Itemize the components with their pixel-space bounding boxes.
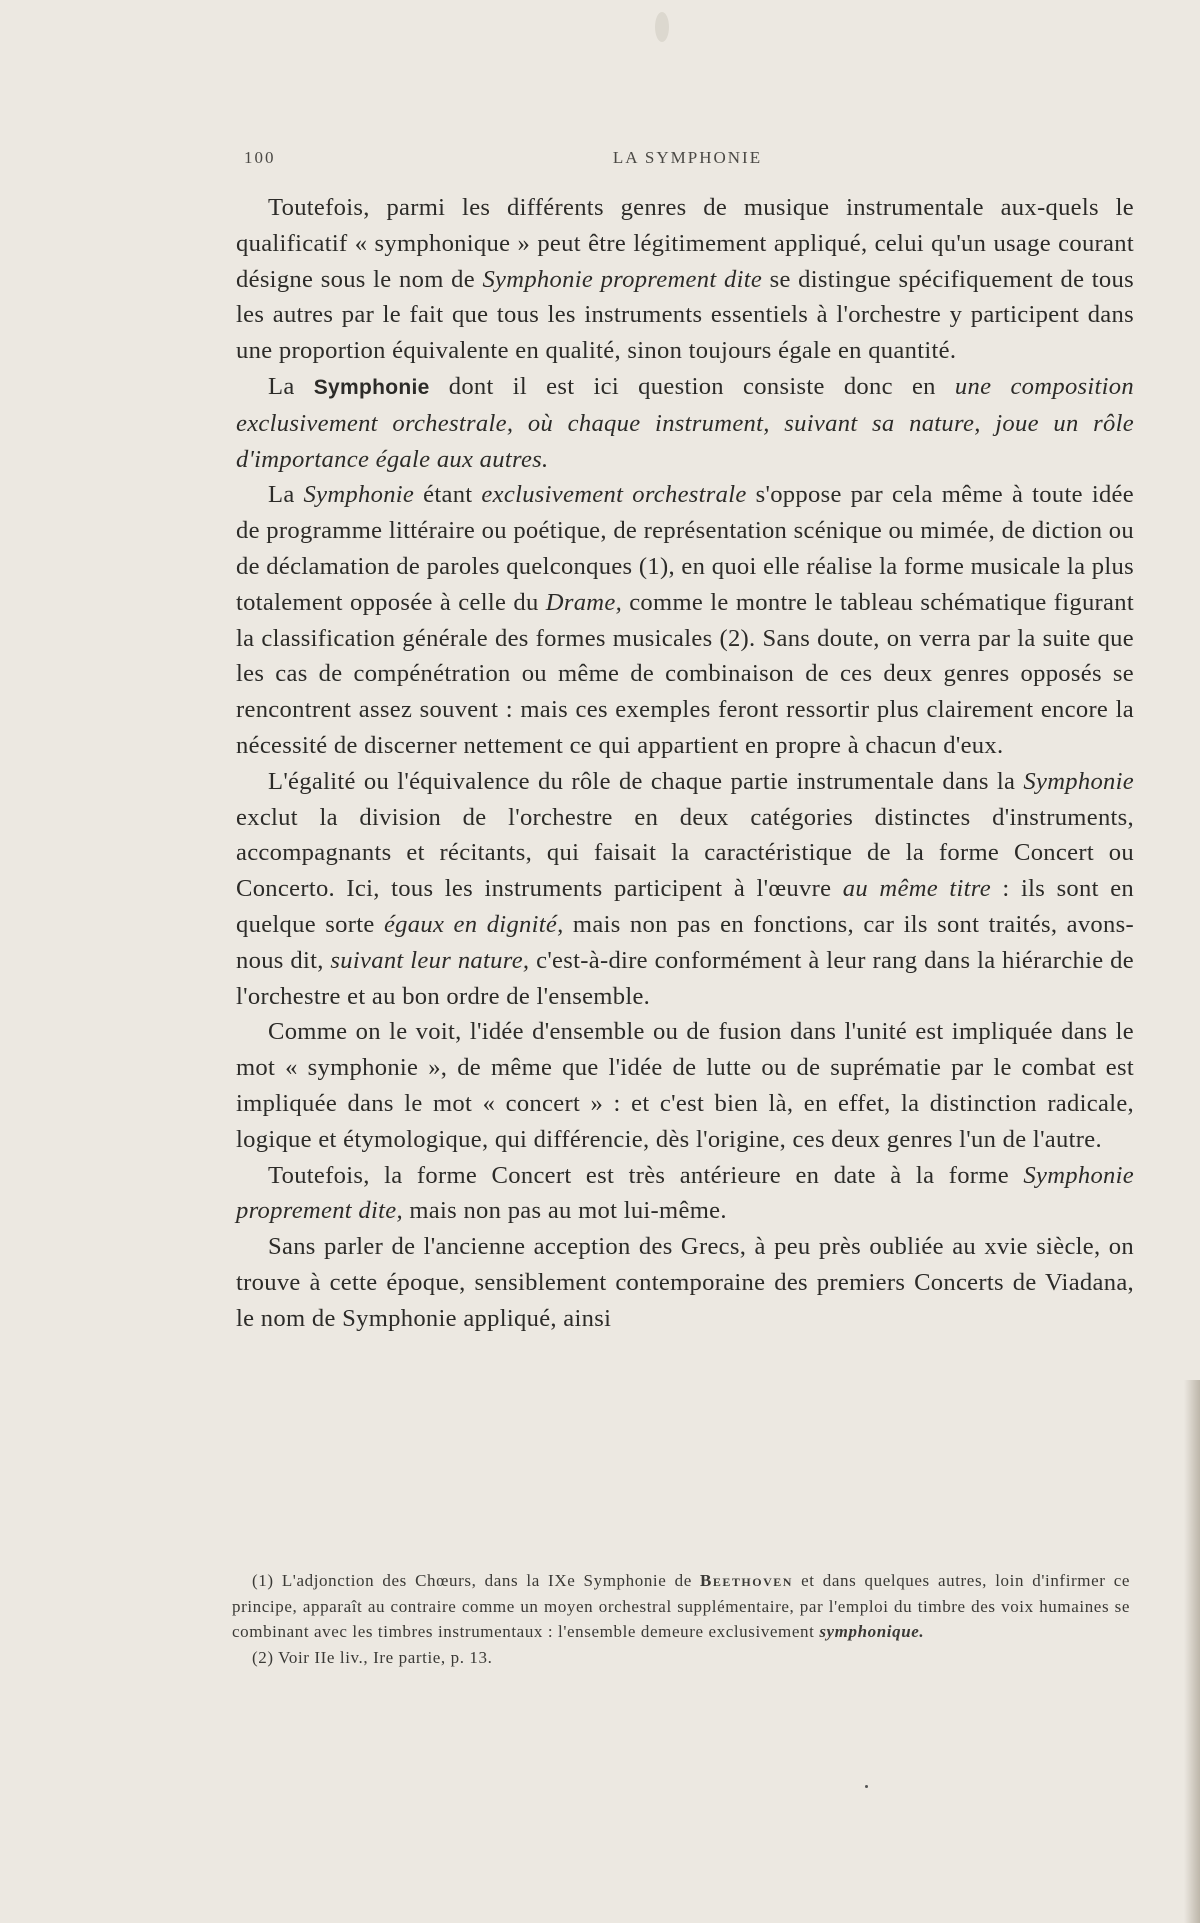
p1-text-2: se distingue spécifiquement de tous les autres par le fait que tous les instruments essentiels à l'orchestre y participent dans une proportion équivalente en qualité, sinon toujours égale en quantité. [236,265,1134,365]
footnotes [232,1568,1130,1670]
p2-italic-1: une composition exclusivement orchestrale, où chaque instrument, suivant sa nature, joue un rôle d'importance égale aux autres. [236,372,1135,473]
running-header [240,148,1135,172]
page-smudge [655,12,669,42]
p3-text-3: s'oppose par cela même à toute idée de programme littéraire ou poétique, de représentation scénique ou mimée, de diction ou de déclamation de paroles quelconques (1), en quoi elle réalise la forme musicale la plus totalement opposée à celle du [236,481,1134,616]
p3-italic-2: exclusivement orchestrale [481,481,747,509]
paragraph-3 [236,477,1134,763]
ink-speck [865,1785,868,1788]
p1-italic-1: Symphonie proprement dite [482,265,763,293]
paragraph-5: Comme on le voit, l'idée d'ensemble ou de fusion dans l'unité est impliquée dans le mot « symphonie », de même que l'idée de lutte ou de suprématie par le combat est impliquée dans le mot « concert » : et c'est bien là, en effet, la distinction radicale, logique et étymologique, qui différencie, dès l'origine, ces deux genres l'un de l'autre. [236,1018,1134,1153]
p3-text-4: comme le montre le tableau schématique figurant la classification générale des formes musicales (2). Sans doute, on verra par la suite que les cas de compénétration ou même de combinaison de ces deux genres opposés se rencontrent assez souvent : mais ces exemples feront ressortir plus clairement encore la nécessité de discerner nettement ce qui appartient en propre à chacun d'eux. [236,588,1134,759]
fn1-smallcaps-1: Beethoven [700,1571,793,1590]
p6-text-2: mais non pas au mot lui-même. [402,1197,727,1225]
p4-text-4: mais non pas en fonctions, car ils sont traités, avons-nous dit, [236,910,1134,974]
p4-text-3: : ils sont en quelque sorte [236,875,1135,938]
main-text [236,190,1134,1337]
p1-text-1: Toutefois, parmi les différents genres de musique instrumentale aux-quels le qualificatif « symphonique » peut être légitimement appliqué, celui qu'un usage courant désigne sous le nom de [236,194,1134,293]
paragraph-7: Sans parler de l'ancienne acception des Grecs, à peu près oubliée au xvie siècle, on trouve à cette époque, sensiblement contemporaine des premiers Concerts de Viadana, le nom de Symphonie appliqué, ainsi [236,1233,1134,1332]
p4-text-1: L'égalité ou l'équivalence du rôle de chaque partie instrumentale dans la [268,767,1024,795]
p4-italic-4: suivant leur nature, [330,946,530,974]
p2-text-2: dont il est ici question consiste donc en [429,372,955,400]
p3-text-2: étant [414,481,482,509]
fn1-text-1: (1) L'adjonction des Chœurs, dans la IXe Symphonie de [252,1571,701,1590]
p4-italic-2: au même titre [842,875,991,903]
p6-text-1: Toutefois, la forme Concert est très antérieure en date à la forme [268,1161,1024,1189]
paragraph-2 [236,369,1134,477]
p4-italic-3: égaux en dignité, [383,910,564,938]
paragraph-4 [236,764,1134,1015]
fn1-text-2: et dans quelques autres, loin d'infirmer ce principe, apparaît au contraire comme un moyen orchestral supplémentaire, par l'emploi du timbre des voix humaines se combinant avec les timbres instrumentaux : l'ensemble demeure exclusivement [232,1571,1131,1641]
page-edge-shadow [1184,1380,1200,1923]
footnote-2: (2) Voir IIe liv., Ire partie, p. 13. [252,1647,493,1667]
page-number: 100 [244,148,276,167]
p3-text-1: La [268,481,304,509]
fn1-italic-1: symphonique. [819,1622,925,1641]
paragraph-6 [236,1158,1134,1230]
p4-text-5: c'est-à-dire conformément à leur rang dans la hiérarchie de l'orchestre et au bon ordre de l'ensemble. [236,946,1134,1010]
p3-italic-1: Symphonie [303,481,415,509]
p2-bold-1: Symphonie [313,375,430,399]
p4-text-2: exclut la division de l'orchestre en deux catégories distinctes d'instruments, accompagnants et récitants, qui faisait la caractéristique de la forme Concert ou Concerto. Ici, tous les instruments participent à l'œuvre [236,803,1134,903]
footnote-1 [232,1568,1130,1645]
paragraph-1 [236,190,1134,369]
p6-italic-1: Symphonie proprement dite, [236,1161,1134,1225]
p3-italic-3: Drame, [545,588,623,616]
p4-italic-1: Symphonie [1023,767,1134,795]
running-title: LA SYMPHONIE [612,148,763,167]
p2-text-1: La [268,372,314,400]
